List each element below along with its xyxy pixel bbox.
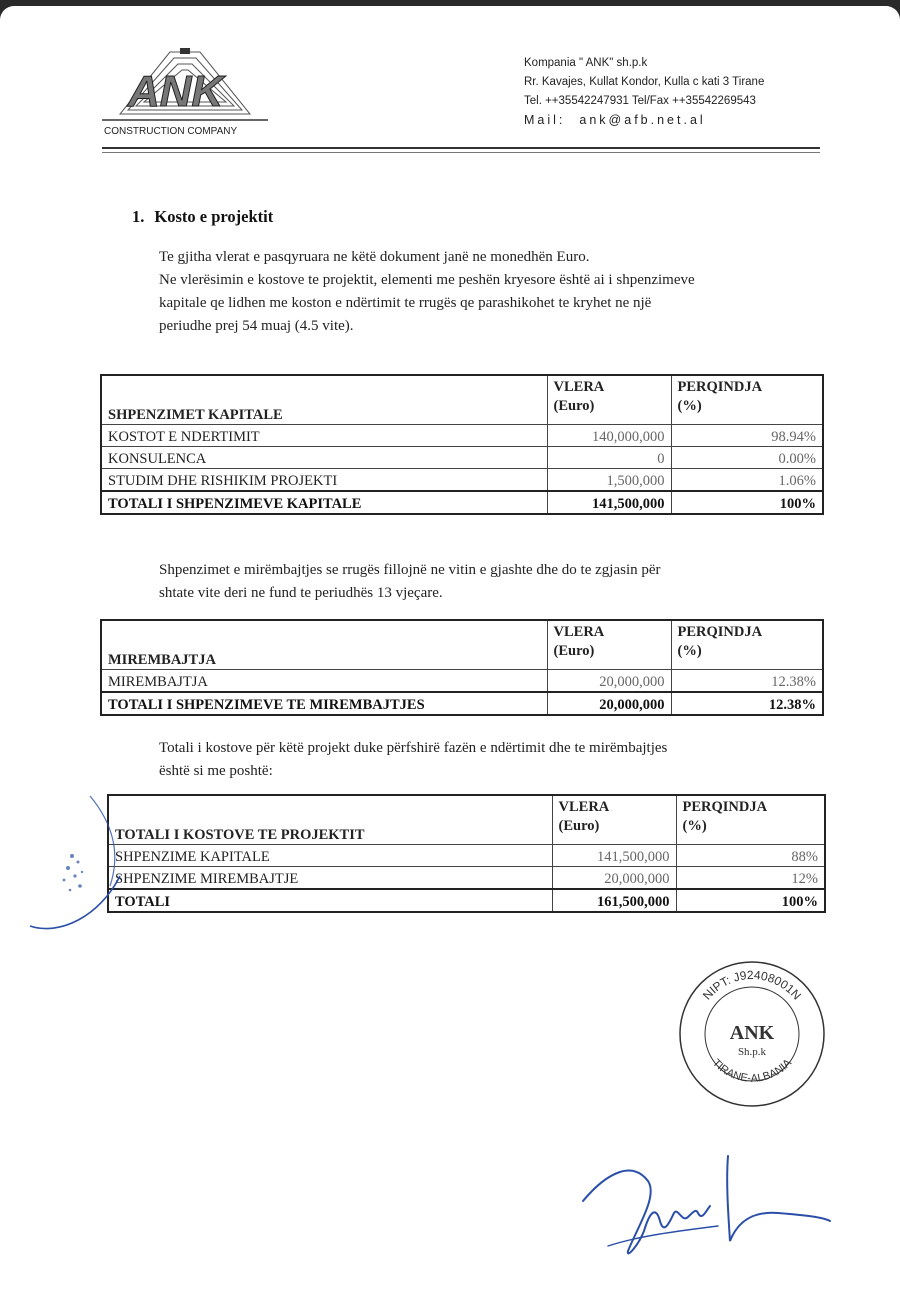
- header-cell-value: VLERA (Euro): [552, 795, 676, 845]
- table-total-row: [101, 491, 823, 514]
- signature: [578, 1151, 833, 1261]
- maintenance-table: [100, 619, 824, 716]
- section-heading: [132, 207, 273, 227]
- header-cell: MIREMBAJTJA: [101, 620, 547, 670]
- stamp-form: Sh.p.k: [737, 1046, 767, 1058]
- paragraph-line: Totali i kostove për këtë projekt duke përfshirë fazën e ndërtimit dhe te mirëmbajtjes: [159, 740, 668, 756]
- table-row: [101, 447, 823, 469]
- section-number: 1.: [132, 207, 145, 226]
- table-header-row: [101, 375, 823, 425]
- table-row: [101, 670, 823, 693]
- table-row: [101, 425, 823, 447]
- header-cell-value: VLERA (Euro): [547, 620, 671, 670]
- header-cell: SHPENZIMET KAPITALE: [101, 375, 547, 425]
- company-info: [524, 54, 764, 130]
- row-value: 140,000,000: [547, 425, 671, 447]
- partial-stamp-marks: [20, 786, 130, 946]
- paragraph-line: Te gjitha vlerat e pasqyruara ne këtë dokument janë ne monedhën Euro.: [159, 249, 590, 265]
- total-paragraph: [159, 737, 667, 783]
- row-percent: 88%: [676, 845, 825, 867]
- maintenance-paragraph: [159, 559, 661, 605]
- paragraph-line: është si me poshtë:: [159, 763, 273, 779]
- total-percent: 100%: [676, 889, 825, 912]
- table-total-row: [108, 889, 825, 912]
- total-label: TOTALI: [108, 889, 552, 912]
- total-percent: 100%: [671, 491, 823, 514]
- table-total-row: [101, 692, 823, 715]
- logo-subtitle: CONSTRUCTION COMPANY: [104, 126, 238, 137]
- company-address: Rr. Kavajes, Kullat Kondor, Kulla c kati 3 Tirane: [524, 76, 765, 88]
- table-header-row: [101, 620, 823, 670]
- company-name: Kompania " ANK" sh.p.k: [524, 57, 648, 69]
- total-percent: 12.38%: [671, 692, 823, 715]
- header-cell-value: VLERA (Euro): [547, 375, 671, 425]
- row-value: 0: [547, 447, 671, 469]
- row-label: STUDIM DHE RISHIKIM PROJEKTI: [101, 469, 547, 492]
- row-value: 141,500,000: [552, 845, 676, 867]
- row-percent: 0.00%: [671, 447, 823, 469]
- total-label: TOTALI I SHPENZIMEVE TE MIREMBAJTJES: [101, 692, 547, 715]
- stamp-place: TIRANE-ALBANIA: [709, 1056, 795, 1085]
- stamp-nipt: NIPT: J92408001N: [699, 967, 805, 1003]
- row-label: MIREMBAJTJA: [101, 670, 547, 693]
- table-row: [108, 867, 825, 890]
- row-percent: 98.94%: [671, 425, 823, 447]
- capital-costs-table: [100, 374, 824, 515]
- row-label: KOSTOT E NDERTIMIT: [101, 425, 547, 447]
- mail-label: Mail:: [524, 113, 566, 127]
- section-title: Kosto e projektit: [154, 207, 274, 226]
- paragraph-line: shtate vite deri ne fund te periudhës 13 vjeçare.: [159, 585, 443, 601]
- row-percent: 1.06%: [671, 469, 823, 492]
- total-value: 141,500,000: [547, 491, 671, 514]
- intro-paragraph: [159, 246, 695, 338]
- header-cell: TOTALI I KOSTOVE TE PROJEKTIT: [108, 795, 552, 845]
- table-header-row: [108, 795, 825, 845]
- mail-value: ank@afb.net.al: [579, 113, 706, 127]
- company-stamp: [677, 959, 827, 1109]
- header-cell-percent: PERQINDJA (%): [676, 795, 825, 845]
- header-cell-percent: PERQINDJA (%): [671, 620, 823, 670]
- row-value: 1,500,000: [547, 469, 671, 492]
- row-value: 20,000,000: [547, 670, 671, 693]
- company-phone: Tel. ++35542247931 Tel/Fax ++35542269543: [524, 95, 756, 107]
- company-logo: [100, 44, 270, 139]
- stamp-name: ANK: [729, 1022, 775, 1044]
- document-page: [0, 6, 900, 1311]
- company-mail: [524, 111, 764, 130]
- logo-text: ANK: [128, 67, 224, 116]
- table-row: [108, 845, 825, 867]
- paragraph-line: periudhe prej 54 muaj (4.5 vite).: [159, 318, 354, 334]
- row-label: SHPENZIME MIREMBAJTJE: [108, 867, 552, 890]
- total-value: 161,500,000: [552, 889, 676, 912]
- total-value: 20,000,000: [547, 692, 671, 715]
- row-label: KONSULENCA: [101, 447, 547, 469]
- paragraph-line: kapitale qe lidhen me koston e ndërtimit te rrugës qe parashikohet te kryhet ne një: [159, 295, 652, 311]
- paragraph-line: Shpenzimet e mirëmbajtjes se rrugës fillojnë ne vitin e gjashte dhe do te zgjasin për: [159, 562, 661, 578]
- row-label: SHPENZIME KAPITALE: [108, 845, 552, 867]
- row-percent: 12%: [676, 867, 825, 890]
- table-row: [101, 469, 823, 492]
- header-rule: [102, 147, 820, 149]
- header-cell-percent: PERQINDJA (%): [671, 375, 823, 425]
- row-value: 20,000,000: [552, 867, 676, 890]
- total-label: TOTALI I SHPENZIMEVE KAPITALE: [101, 491, 547, 514]
- row-percent: 12.38%: [671, 670, 823, 693]
- header-rule-thin: [102, 152, 820, 153]
- project-total-table: [107, 794, 826, 913]
- paragraph-line: Ne vlerësimin e kostove te projektit, elementi me peshën kryesore është ai i shpenzimeve: [159, 272, 695, 288]
